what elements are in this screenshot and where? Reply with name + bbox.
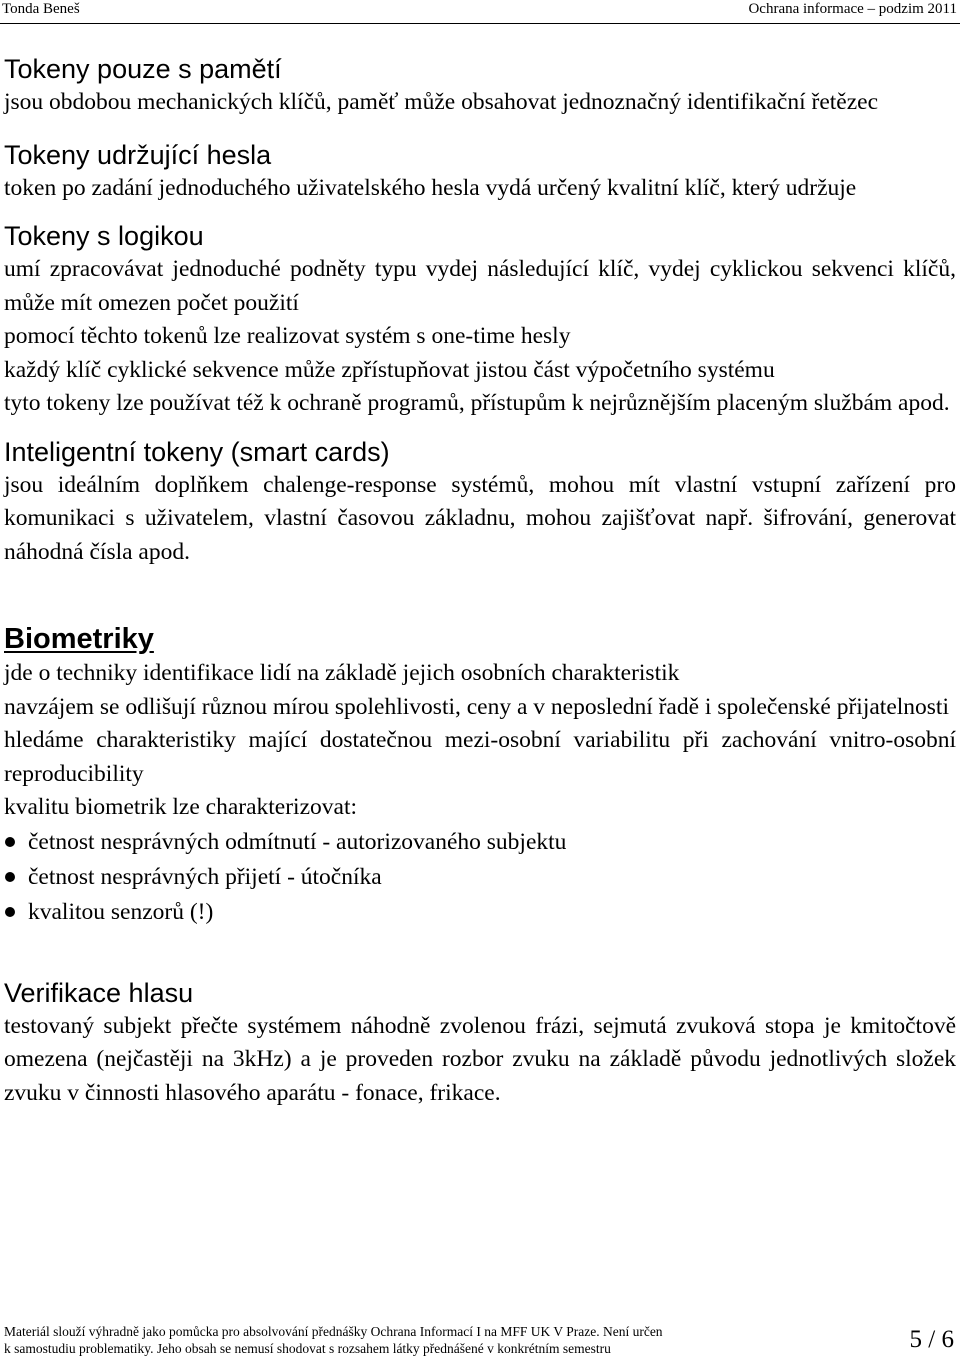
list-item [4,895,956,930]
header-course: Ochrana informace – podzim 2011 [748,1,957,17]
section-title: Verifikace hlasu [4,977,194,1008]
section-password-tokens [4,138,956,206]
bullet-list [4,825,956,930]
section-text: jsou obdobou mechanických klíčů, paměť může obsahovat jednoznačný identifikační řetězec [4,89,878,115]
footer-disclaimer [4,1323,864,1357]
bullet-icon [5,907,15,917]
footer-note-line: Materiál slouží výhradně jako pomůcka pro absolvování přednášky Ochrana Informací I na MFF UK V Praze. Není určen [4,1324,663,1339]
paragraph: hledáme charakteristiky mající dostatečnou mezi-osobní variabilitu při zachování vnitro-osobní reproducibility [4,727,956,787]
header-author: Tonda Beneš [2,1,80,17]
paragraph: kvalitu biometrik lze charakterizovat: [4,794,358,820]
section-biometrics [4,621,956,930]
section-text: testovaný subjekt přečte systémem náhodně zvolenou frázi, sejmutá zvuková stopa je kmitočtově omezena (nejčastěji na 3kHz) a je proveden rozbor zvuku na základě původu jednotlivých složek zvuku v činnosti hlasového aparátu - fonace, frikace. [4,1012,956,1106]
section-memory-tokens [4,52,956,120]
section-smart-cards [4,435,956,570]
section-title: Inteligentní tokeny (smart cards) [4,436,390,467]
section-title: Tokeny s logikou [4,221,204,251]
paragraph: tyto tokeny lze používat též k ochraně programů, přístupům k nejrůznějším placeným službám apod. [4,390,950,416]
section-voice-verification [4,976,956,1111]
section-text: jsou ideálním doplňkem chalenge-response systémů, mohou mít vlastní vstupní zařízení pro komunikaci s uživatelem, vlastní časovou základnu, mohou zajišťovat např. šifrování, generovat náhodná čísla apod. [4,471,956,565]
section-logic-tokens [4,219,956,421]
paragraph: každý klíč cyklické sekvence může zpřístupňovat jistou část výpočetního systému [4,356,775,383]
page-number: 5 / 6 [909,1326,954,1353]
paragraph: jde o techniky identifikace lidí na základě jejich osobních charakteristik [4,660,680,686]
list-item-text: četnost nesprávných přijetí - útočníka [28,863,382,890]
list-item-text: kvalitou senzorů (!) [28,898,214,925]
section-title: Tokeny udržující hesla [4,139,272,170]
chapter-title: Biometriky [4,623,154,655]
page-footer [4,1323,956,1358]
bullet-icon [5,837,15,847]
section-title: Tokeny pouze s pamětí [4,54,282,84]
paragraph: pomocí těchto tokenů lze realizovat systém s one-time hesly [4,323,571,349]
list-item-text: četnost nesprávných odmítnutí - autorizovaného subjektu [28,828,567,855]
section-text: token po zadání jednoduchého uživatelského hesla vydá určený kvalitní klíč, který udržuje [4,174,857,201]
paragraph: navzájem se odlišují různou mírou spolehlivosti, ceny a v neposlední řadě i společenské přijatelnosti [4,693,949,720]
bullet-icon [5,872,15,882]
footer-note-line: k samostudiu problematiky. Jeho obsah se nemusí shodovat s rozsahem látky přednášené v konkrétním semestru [4,1341,611,1356]
list-item [4,860,956,895]
header-divider [0,23,960,24]
paragraph: umí zpracovávat jednoduché podněty typu vydej následující klíč, vydej cyklickou sekvenci klíčů, může mít omezen počet použití [4,256,956,316]
list-item [4,825,956,860]
page-header [0,0,960,24]
page-content [4,52,956,1110]
